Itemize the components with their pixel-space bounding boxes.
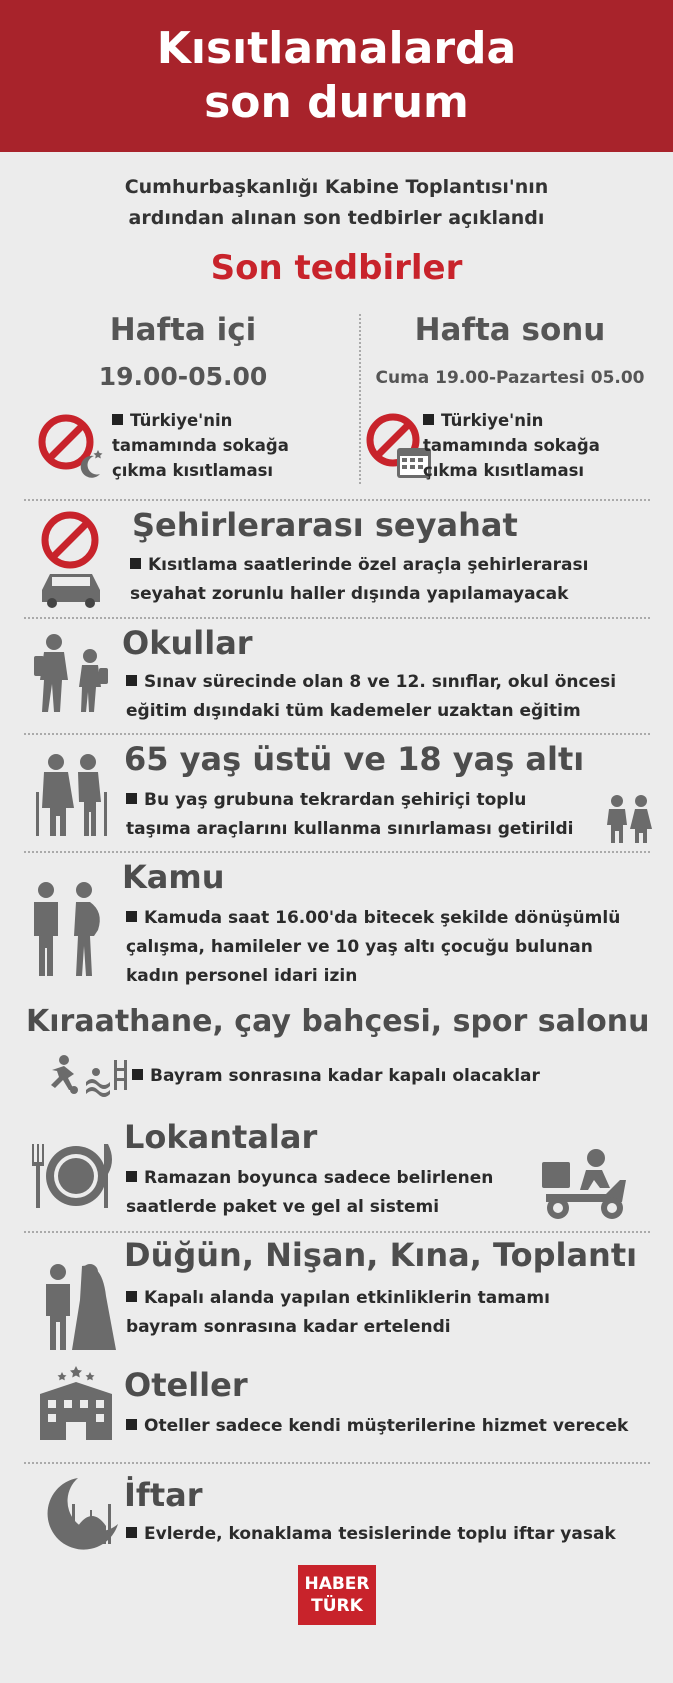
weekend-desc — [423, 408, 600, 483]
section-desc-iftar — [126, 1520, 616, 1549]
hotel-icon — [36, 1364, 116, 1440]
section-title-hotels: Oteller — [124, 1366, 248, 1404]
section-desc-cafes — [132, 1062, 540, 1091]
no-entry-moon-icon — [36, 410, 108, 482]
section-desc-weddings-line2: bayram sonrasına kadar ertelendi — [126, 1317, 451, 1337]
section-desc-hotels-line1: Oteller sadece kendi müşterilerine hizmet verecek — [144, 1416, 629, 1436]
divider — [24, 1462, 650, 1464]
section-desc-schools-line1: Sınav sürecinde olan 8 ve 12. sınıflar, okul öncesi — [144, 672, 617, 692]
section-desc-travel-line1: Kısıtlama saatlerinde özel araçla şehirlerarası — [148, 555, 589, 575]
section-desc-age-line1: Bu yaş grubuna tekrardan şehiriçi toplu — [144, 790, 527, 810]
page-title-line1: Kısıtlamalarda — [156, 23, 517, 74]
section-desc-restaurants-line1: Ramazan boyunca sadece belirlenen — [144, 1168, 494, 1188]
section-desc-hotels — [126, 1412, 628, 1441]
weekend-column — [345, 312, 673, 480]
intro-text — [0, 172, 673, 234]
page-title-line2: son durum — [204, 77, 469, 128]
section-title-schools: Okullar — [122, 624, 253, 662]
section-title-travel: Şehirlerarası seyahat — [132, 506, 518, 544]
delivery-scooter-icon — [538, 1146, 630, 1222]
section-desc-cafes-line1: Bayram sonrasına kadar kapalı olacaklar — [150, 1066, 540, 1086]
section-desc-travel-line2: seyahat zorunlu haller dışında yapılamayacak — [130, 584, 569, 604]
intro-line1: Cumhurbaşkanlığı Kabine Toplantısı'nın — [124, 176, 549, 198]
divider — [24, 851, 650, 853]
weekend-desc-line2: tamamında sokağa — [423, 436, 600, 455]
logo-line2: TÜRK — [311, 1596, 363, 1616]
weekend-title: Hafta sonu — [414, 312, 606, 348]
section-desc-schools-line2: eğitim dışındaki tüm kademeler uzaktan eğitim — [126, 701, 581, 721]
section-title-age: 65 yaş üstü ve 18 yaş altı — [124, 740, 585, 778]
no-car-icon — [32, 510, 110, 610]
elderly-couple-icon — [28, 752, 114, 838]
section-title-public: Kamu — [122, 858, 225, 896]
plate-icon — [28, 1140, 118, 1210]
logo-line1: HABER — [304, 1574, 370, 1594]
section-desc-schools — [126, 668, 616, 726]
section-desc-public-line3: kadın personel idari izin — [126, 966, 358, 986]
section-title-cafes: Kıraathane, çay bahçesi, spor salonu — [26, 1004, 650, 1039]
weekday-title: Hafta içi — [109, 312, 257, 348]
section-desc-age-line2: taşıma araçlarını kullanma sınırlaması getirildi — [126, 819, 574, 839]
header-banner — [0, 0, 673, 152]
section-desc-age — [126, 786, 573, 844]
section-desc-public-line1: Kamuda saat 16.00'da bitecek şekilde dönüşümlü — [144, 908, 621, 928]
divider — [24, 499, 650, 501]
weekday-column — [18, 312, 348, 480]
weekend-time: Cuma 19.00-Pazartesi 05.00 — [375, 368, 645, 388]
section-desc-travel — [130, 551, 588, 609]
wedding-couple-icon — [36, 1262, 118, 1352]
intro-line2: ardından alınan son tedbirler açıklandı — [128, 207, 545, 229]
divider — [24, 733, 650, 735]
students-icon — [28, 632, 114, 716]
section-title-restaurants: Lokantalar — [124, 1118, 318, 1156]
pregnant-woman-icon — [26, 882, 112, 978]
weekend-desc-line1: Türkiye'nin — [441, 411, 544, 430]
sports-icon — [48, 1054, 130, 1098]
divider — [24, 617, 650, 619]
children-icon — [604, 794, 654, 844]
weekend-desc-line3: çıkma kısıtlaması — [423, 461, 585, 480]
section-desc-public-line2: çalışma, hamileler ve 10 yaş altı çocuğu bulunan — [126, 937, 593, 957]
weekday-time: 19.00-05.00 — [98, 362, 268, 391]
section-title-weddings: Düğün, Nişan, Kına, Toplantı — [124, 1236, 638, 1274]
weekday-desc-line2: tamamında sokağa — [112, 436, 289, 455]
haberturk-logo — [298, 1565, 376, 1625]
section-desc-weddings-line1: Kapalı alanda yapılan etkinliklerin tamamı — [144, 1288, 550, 1308]
section-desc-weddings — [126, 1284, 550, 1342]
section-desc-restaurants — [126, 1164, 493, 1222]
weekday-desc — [112, 408, 289, 483]
weekday-desc-line3: çıkma kısıtlaması — [112, 461, 274, 480]
crescent-mosque-icon — [38, 1474, 122, 1554]
section-desc-public — [126, 904, 620, 991]
subheading: Son tedbirler — [210, 248, 463, 288]
divider — [24, 1231, 650, 1233]
section-desc-restaurants-line2: saatlerde paket ve gel al sistemi — [126, 1197, 440, 1217]
section-desc-iftar-line1: Evlerde, konaklama tesislerinde toplu iftar yasak — [144, 1524, 616, 1544]
section-title-iftar: İftar — [124, 1476, 203, 1514]
weekday-desc-line1: Türkiye'nin — [130, 411, 233, 430]
